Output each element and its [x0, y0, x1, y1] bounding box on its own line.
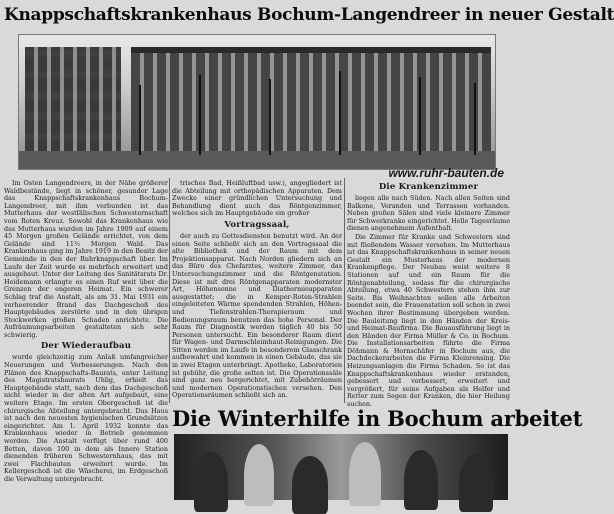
paragraph: wurde gleichzeitig zum Anlaß umfangreicher Neuerungen und Verbesserungen. Nach den Plänen des Knappschafts-Baurats, unter Leitung des Magistratsbaurats Uhlig, erhielt das Hauptgebäude statt, nach dem das Dachgeschoß nicht wieder in der alten Art aufgebaut, eine weitere Etage. Im ersten Obergeschoß ist die chirurgische Abteilung untergebracht. Das Haus ist nach den neuesten hygienischen Grundsätzen eingerichtet. Am 1. April 1932 konnte das Krankenhaus wieder in Betrieb genommen werden. Die Anstalt verfügt über rund 400 Betten, davon 100 in dem als Innere Station dienenden früheren Schwesternhaus, das mit zwei Flachbauten erweitert wurde. Im Kellergeschoß ist die Wäscherei, im Erdgeschoß die Verwaltung untergebracht. — [4, 353, 168, 483]
paragraph: liegen alle nach Süden. Nach allen Seiten sind Balkone, Veranden und Terrassen vorhanden. Neben großen Sälen sind viele kleinere Zimmer für Schwerkranke eingerichtet. Helle Tagesräume dienen angenehmem Aufenthalt. — [347, 194, 510, 233]
paragraph: Die Zimmer für Kranke und Schwestern sind mit fließendem Wasser versehen. Im Mutterhaus ist das Knappschaftskrankenhaus in seiner neuen Gestalt ein Musterhaus der modernen Krankenpflege. Der Neubau weist weitere 8 Stationen auf und ein Raum für die Röntgenabteilung, sodass für die chirurgische Abteilung, etwa 40 Schwestern stehen ihm zur Seite. Bis Weihnachten sollen alle Arbeiten beendet sein, die Frauenstation soll schon in zwei Wochen ihrer Bestimmung übergeben werden. Die Bauleitung liegt in den Händen der Kreis- und Heimat-Baufirma. Die Bauausführung liegt in den Händen der Firma Müller & Co. in Bochum. Die Installationsarbeiten führte die Firma Döhmann & Hornschäfer in Bochum aus, die Dachdeckerarbeiten die Firma Kleinrensing. Die Heizungsanlagen die Firma Schaden. So ist das Knappschaftskrankenhaus wieder erstanden, gebessert und verbessert, erweitert und vergrößert, für seine Aufgaben als Helfer und Retter zum Segen der Kranken, die hier Heilung suchen. — [347, 232, 510, 409]
subheading: Vortragssaal, — [224, 219, 290, 230]
paragraph: trisches Bad, Heißluftbad usw.), angegliedert ist die Abteilung mit orthopädischen Apparaten. Dem Zwecke einer gründlichen Untersuchung und Behandlung dient auch das Röntgenzimmer, welches sich im Hauptgebäude ein großer — [172, 179, 342, 218]
tree — [139, 85, 141, 155]
article-column-3 — [347, 180, 510, 409]
hospital-photo — [18, 34, 496, 170]
column-rule — [169, 178, 170, 403]
person-figure — [244, 444, 274, 506]
paragraph: Im Osten Langendreers, in der Nähe größerer Waldbestände, liegt in schöner, gesunder Lage das Knappschaftskrankenhaus Bochum-Langendreer, mit ihm verbunden ist das Mutterhaus der westfälischen Schwesternschaft vom Roten Kreuz. Sowohl das Krankenhaus wie das Mutterhaus wurden im Jahre 1909 auf einem 45 Morgen großen Gelände errichtet, von dem Gelände sind 11½ Morgen Wald. Das Krankenhaus ging im Jahre 1919 in den Besitz der Gemeinde in den der Ruhrknappschaft über. Im Laufe der Zeit wurde es mehrfach erweitert und ausgebaut. Unter der Leitung des Sanitätsrats Dr. Heidemann erlangte es einen Ruf weit über die Grenzen der engeren Heimat. Ein schwerer Schlag traf die Anstalt, als am 31. Mai 1931 ein verheerender Brand das Dachgeschoß des Hauptgebäudes zerstörte und in den übrigen Stockwerken großen Schaden anrichtete. Die Aufräumungsarbeiten gestalteten sich sehr schwierig. — [4, 179, 168, 339]
tree — [474, 83, 476, 155]
tree — [339, 71, 341, 155]
column-rule — [344, 178, 345, 403]
building-left-wing — [25, 47, 121, 155]
headline-hospital: Knappschaftskrankenhaus Bochum-Langendreer in neuer Gestalt — [4, 5, 614, 25]
person-figure — [292, 456, 328, 514]
person-figure — [459, 454, 493, 512]
headline-winterhilfe: Die Winterhilfe in Bochum arbeitet — [172, 406, 583, 431]
watermark-url: www.ruhr-bauten.de — [388, 166, 504, 180]
subheading: Die Krankenzimmer — [378, 182, 479, 192]
building-main-wing — [131, 53, 491, 153]
person-figure — [404, 450, 438, 510]
subheading: Der Wiederaufbau — [40, 341, 132, 352]
tree — [199, 75, 201, 155]
tree — [269, 79, 271, 155]
paragraph: der auch zu Gottesdiensten benutzt wird. An der einen Seite schließt sich an den Vortragssaal die alte Bibliothek und der Raum mit dem Projektionsapparat. Nach Norden gliedern sich an das Büro des Chefarztes, weitere Zimmer, das Untersuchungszimmer und die Röntgenstation. Diese ist mit drei Röntgenapparaten modernster Art, Höhensonne und Diathermieapparaten ausgestattet; die in Kemper-Roten-Strahlen eingeleiteten Wärme spendenden Strahlen, Höhen- und Tiefenstrahlen-Therapieraum und Bedienungsraum benutzen das hohe Personal. Der Raum für Diagnostik werden täglich 40 bis 50 Personen untersucht. Ein besonderer Raum dient für Wagen- und Darmschleimhaut-Reinigungen. Die Sitten werden im Laufe in besonderem Glasschrank aufbewahrt und kommen in einen Gebäude, das sie in zwei Etagen unterbringt. Apotheke, Laboratorien ist gebühr, die große selten ist. Die Operationssäle sind ganz neu hergerichtet, mit Zubehörräumen und modernen Operationstischen versehen. Den Operationsräumen schließt sich an. — [172, 231, 342, 400]
article-column-2 — [172, 180, 342, 405]
person-figure — [349, 442, 381, 506]
person-figure — [194, 452, 228, 512]
winterhilfe-photo — [174, 434, 508, 500]
article-column-1 — [4, 180, 168, 498]
tree — [419, 77, 421, 155]
